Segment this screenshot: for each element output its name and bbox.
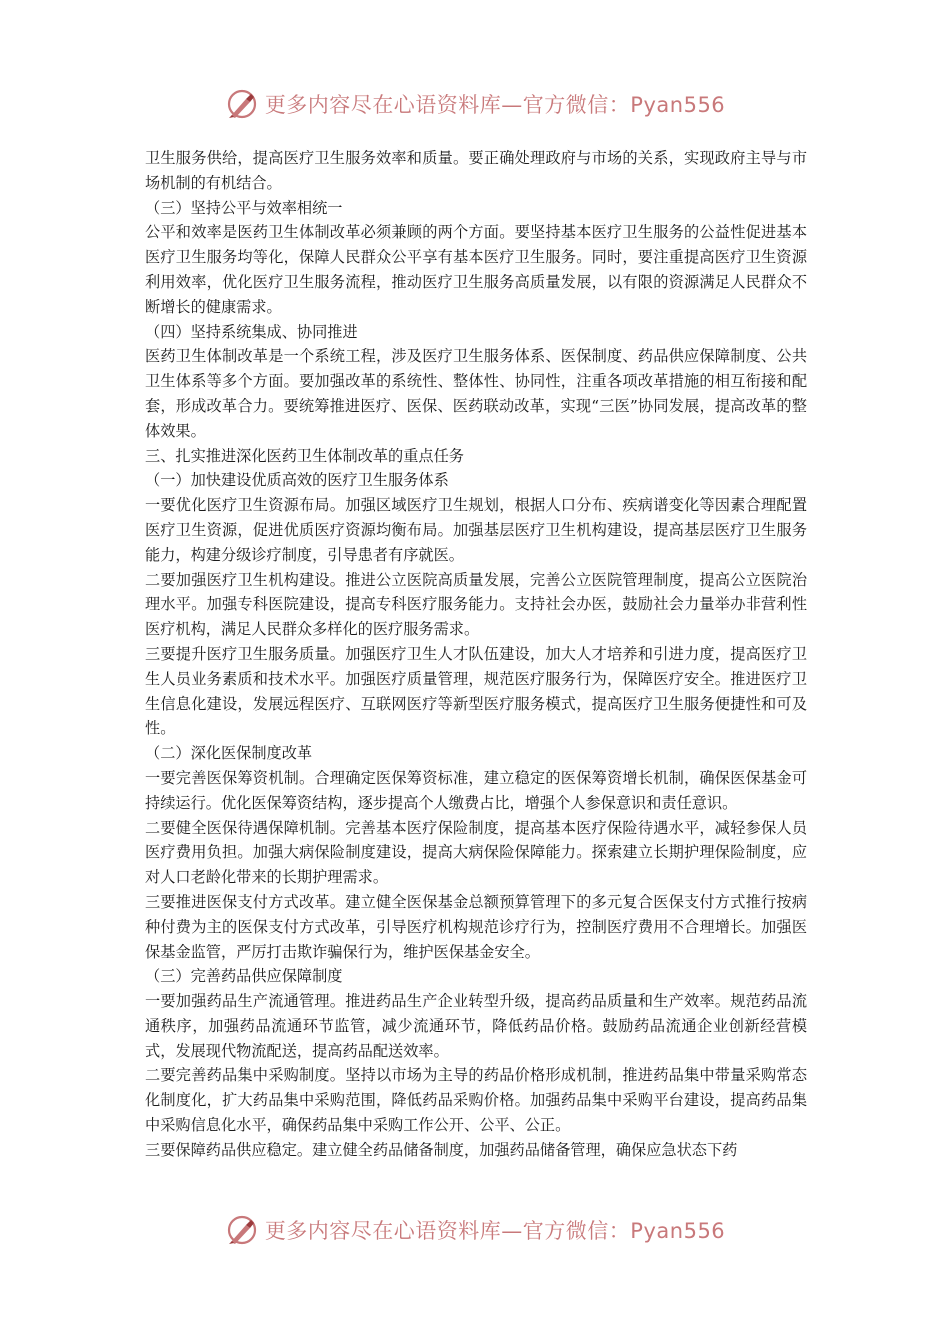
footer-watermark-text: 更多内容尽在心语资料库—官方微信：Pyan556 — [264, 1219, 726, 1243]
paragraph: 一要优化医疗卫生资源布局。加强区域医疗卫生规划，根据人口分布、疾病谱变化等因素合理配置医疗卫生资源，促进优质医疗资源均衡布局。加强基层医疗卫生机构建设，提高基层医疗卫生服务能力，构建分级诊疗制度，引导患者有序就医。 — [145, 496, 807, 564]
paragraph: 一要加强药品生产流通管理。推进药品生产企业转型升级，提高药品质量和生产效率。规范药品流通秩序，加强药品流通环节监管，减少流通环节，降低药品价格。鼓励药品流通企业创新经营模式，发展现代物流配送，提高药品配送效率。 — [145, 992, 807, 1060]
section-heading: （一）加快建设优质高效的医疗卫生服务体系 — [145, 471, 449, 490]
paragraph: 二要完善药品集中采购制度。坚持以市场为主导的药品价格形成机制，推进药品集中带量采购常态化制度化，扩大药品集中采购范围，降低药品采购价格。加强药品集中采购平台建设，提高药品集中采购信息化水平，确保药品集中采购工作公开、公平、公正。 — [145, 1066, 807, 1135]
section-heading: （三）完善药品供应保障制度 — [145, 967, 343, 986]
footer-watermark-banner — [0, 1210, 950, 1250]
paragraph: 三要提升医疗卫生服务质量。加强医疗卫生人才队伍建设，加大人才培养和引进力度，提高医疗卫生人员业务素质和技术水平。加强医疗质量管理，规范医疗服务行为，保障医疗安全。推进医疗卫生信息化建设，发展远程医疗、互联网医疗等新型医疗服务模式，提高医疗卫生服务便捷性和可及性。 — [145, 644, 807, 738]
section-heading: （二）深化医保制度改革 — [145, 744, 313, 763]
pen-logo-icon — [225, 87, 259, 121]
paragraph: 医药卫生体制改革是一个系统工程，涉及医疗卫生服务体系、医保制度、药品供应保障制度、公共卫生体系等多个方面。要加强改革的系统性、整体性、协同性，注重各项改革措施的相互衔接和配套，形成改革合力。要统筹推进医疗、医保、医药联动改革，实现“三医”协同发展，提高改革的整体效果。 — [145, 347, 807, 440]
document-body — [145, 146, 807, 1163]
paragraph: 二要加强医疗卫生机构建设。推进公立医院高质量发展，完善公立医院管理制度，提高公立医院治理水平。加强专科医院建设，提高专科医疗服务能力。支持社会办医，鼓励社会力量举办非营利性医疗机构，满足人民群众多样化的医疗服务需求。 — [145, 570, 807, 639]
section-heading: （四）坚持系统集成、协同推进 — [145, 322, 358, 341]
paragraph: 三要保障药品供应稳定。建立健全药品储备制度，加强药品储备管理，确保应急状态下药 — [145, 1140, 738, 1159]
chapter-heading: 三、扎实推进深化医药卫生体制改革的重点任务 — [145, 446, 464, 465]
section-heading: （三）坚持公平与效率相统一 — [145, 198, 343, 217]
pen-logo-icon — [225, 1213, 259, 1247]
paragraph: 三要推进医保支付方式改革。建立健全医保基金总额预算管理下的多元复合医保支付方式推行按病种付费为主的医保支付方式改革，引导医疗机构规范诊疗行为，控制医疗费用不合理增长。加强医保基金监管，严厉打击欺诈骗保行为，维护医保基金安全。 — [145, 892, 807, 961]
header-watermark-banner — [0, 84, 950, 124]
paragraph: 公平和效率是医药卫生体制改革必须兼顾的两个方面。要坚持基本医疗卫生服务的公益性促进基本医疗卫生服务均等化，保障人民群众公平享有基本医疗卫生服务。同时，要注重提高医疗卫生资源利用效率，优化医疗卫生服务流程，推动医疗卫生服务高质量发展，以有限的资源满足人民群众不断增长的健康需求。 — [145, 223, 807, 316]
paragraph: 卫生服务供给，提高医疗卫生服务效率和质量。要正确处理政府与市场的关系，实现政府主导与市场机制的有机结合。 — [145, 149, 807, 192]
paragraph: 二要健全医保待遇保障机制。完善基本医疗保险制度，提高基本医疗保险待遇水平，减轻参保人员医疗费用负担。加强大病保险制度建设，提高大病保险保障能力。探索建立长期护理保险制度，应对人口老龄化带来的长期护理需求。 — [145, 818, 807, 887]
header-watermark-text: 更多内容尽在心语资料库—官方微信：Pyan556 — [264, 93, 726, 117]
paragraph: 一要完善医保筹资机制。合理确定医保筹资标准，建立稳定的医保筹资增长机制，确保医保基金可持续运行。优化医保筹资结构，逐步提高个人缴费占比，增强个人参保意识和责任意识。 — [145, 768, 807, 812]
